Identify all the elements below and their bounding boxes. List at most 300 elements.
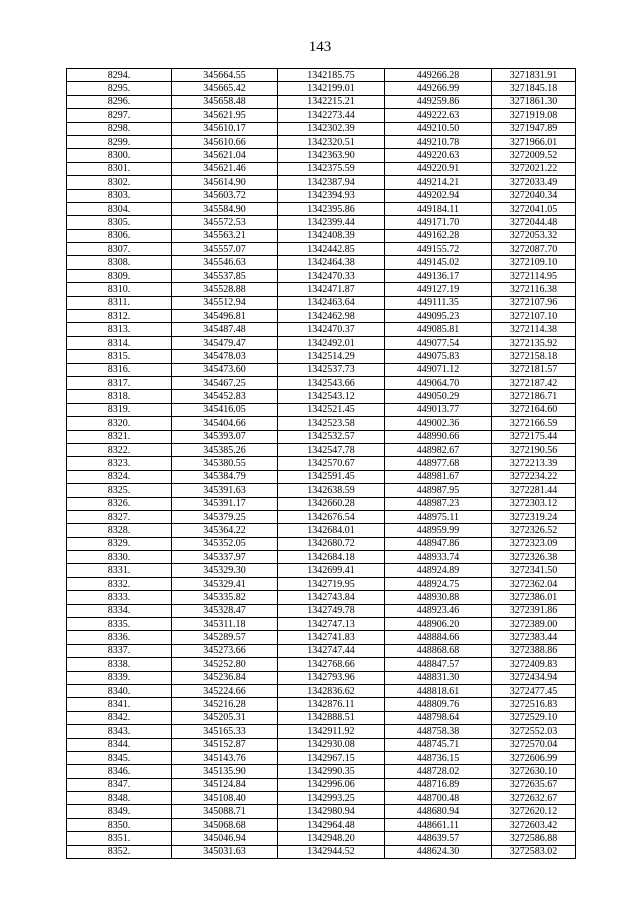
point-number-cell: 8345. [67, 751, 172, 764]
x1-cell: 345379.25 [172, 510, 278, 523]
point-number-cell: 8322. [67, 443, 172, 456]
x1-cell: 345584.90 [172, 202, 278, 215]
x2-cell: 448975.11 [385, 510, 492, 523]
point-number-cell: 8300. [67, 149, 172, 162]
y2-cell: 3272234.22 [492, 470, 576, 483]
table-row [67, 310, 576, 323]
y1-cell: 1342543.12 [278, 390, 385, 403]
y2-cell: 3272166.59 [492, 417, 576, 430]
point-number-cell: 8346. [67, 765, 172, 778]
y1-cell: 1342199.01 [278, 82, 385, 95]
y1-cell: 1342537.73 [278, 363, 385, 376]
x1-cell: 345380.55 [172, 457, 278, 470]
table-row [67, 202, 576, 215]
table-row [67, 618, 576, 631]
y2-cell: 3272213.39 [492, 457, 576, 470]
x1-cell: 345391.63 [172, 484, 278, 497]
table-row [67, 631, 576, 644]
table-row [67, 738, 576, 751]
table-row [67, 162, 576, 175]
x2-cell: 448930.88 [385, 591, 492, 604]
x1-cell: 345289.57 [172, 631, 278, 644]
y1-cell: 1342215.21 [278, 95, 385, 108]
x2-cell: 448947.86 [385, 537, 492, 550]
x1-cell: 345621.46 [172, 162, 278, 175]
y1-cell: 1342638.59 [278, 484, 385, 497]
table-row [67, 363, 576, 376]
y2-cell: 3272409.83 [492, 658, 576, 671]
x2-cell: 448798.64 [385, 711, 492, 724]
x2-cell: 448736.15 [385, 751, 492, 764]
y1-cell: 1342185.75 [278, 69, 385, 82]
y1-cell: 1342521.45 [278, 403, 385, 416]
point-number-cell: 8311. [67, 296, 172, 309]
point-number-cell: 8324. [67, 470, 172, 483]
y1-cell: 1342399.44 [278, 216, 385, 229]
y2-cell: 3272632.67 [492, 792, 576, 805]
x2-cell: 448923.46 [385, 604, 492, 617]
x1-cell: 345664.55 [172, 69, 278, 82]
table-row [67, 470, 576, 483]
y1-cell: 1342948.20 [278, 832, 385, 845]
table-row [67, 243, 576, 256]
point-number-cell: 8342. [67, 711, 172, 724]
y1-cell: 1342684.18 [278, 551, 385, 564]
y1-cell: 1342747.44 [278, 644, 385, 657]
point-number-cell: 8295. [67, 82, 172, 95]
x1-cell: 345563.21 [172, 229, 278, 242]
table-row [67, 845, 576, 858]
y1-cell: 1342741.83 [278, 631, 385, 644]
table-row [67, 82, 576, 95]
table-row [67, 376, 576, 389]
point-number-cell: 8335. [67, 618, 172, 631]
x1-cell: 345537.85 [172, 269, 278, 282]
x2-cell: 449266.28 [385, 69, 492, 82]
x2-cell: 448728.02 [385, 765, 492, 778]
table-row [67, 698, 576, 711]
point-number-cell: 8321. [67, 430, 172, 443]
table-row [67, 269, 576, 282]
y2-cell: 3271966.01 [492, 135, 576, 148]
point-number-cell: 8301. [67, 162, 172, 175]
x1-cell: 345108.40 [172, 792, 278, 805]
y2-cell: 3272033.49 [492, 176, 576, 189]
point-number-cell: 8337. [67, 644, 172, 657]
point-number-cell: 8334. [67, 604, 172, 617]
x1-cell: 345546.63 [172, 256, 278, 269]
x1-cell: 345614.90 [172, 176, 278, 189]
x2-cell: 448933.74 [385, 551, 492, 564]
x1-cell: 345621.04 [172, 149, 278, 162]
y1-cell: 1342990.35 [278, 765, 385, 778]
y1-cell: 1342523.58 [278, 417, 385, 430]
x1-cell: 345479.47 [172, 336, 278, 349]
y2-cell: 3272477.45 [492, 684, 576, 697]
point-number-cell: 8348. [67, 792, 172, 805]
point-number-cell: 8336. [67, 631, 172, 644]
y2-cell: 3272388.86 [492, 644, 576, 657]
table-row [67, 417, 576, 430]
table-row [67, 135, 576, 148]
x1-cell: 345385.26 [172, 443, 278, 456]
y2-cell: 3272552.03 [492, 725, 576, 738]
y2-cell: 3272630.10 [492, 765, 576, 778]
y1-cell: 1342395.86 [278, 202, 385, 215]
y2-cell: 3271947.89 [492, 122, 576, 135]
table-row [67, 176, 576, 189]
x2-cell: 449266.99 [385, 82, 492, 95]
y2-cell: 3272181.57 [492, 363, 576, 376]
point-number-cell: 8309. [67, 269, 172, 282]
point-number-cell: 8318. [67, 390, 172, 403]
point-number-cell: 8350. [67, 818, 172, 831]
y2-cell: 3272053.32 [492, 229, 576, 242]
y2-cell: 3272635.67 [492, 778, 576, 791]
point-number-cell: 8315. [67, 350, 172, 363]
y2-cell: 3272383.44 [492, 631, 576, 644]
y1-cell: 1342964.48 [278, 818, 385, 831]
y2-cell: 3272389.00 [492, 618, 576, 631]
x1-cell: 345329.41 [172, 577, 278, 590]
point-number-cell: 8310. [67, 283, 172, 296]
point-number-cell: 8317. [67, 376, 172, 389]
x1-cell: 345467.25 [172, 376, 278, 389]
y2-cell: 3271831.91 [492, 69, 576, 82]
y2-cell: 3272021.22 [492, 162, 576, 175]
y1-cell: 1342967.15 [278, 751, 385, 764]
table-row [67, 457, 576, 470]
y2-cell: 3272606.99 [492, 751, 576, 764]
table-row [67, 551, 576, 564]
x2-cell: 448818.61 [385, 684, 492, 697]
y1-cell: 1342464.38 [278, 256, 385, 269]
x2-cell: 448680.94 [385, 805, 492, 818]
x1-cell: 345335.82 [172, 591, 278, 604]
x1-cell: 345124.84 [172, 778, 278, 791]
x1-cell: 345603.72 [172, 189, 278, 202]
y2-cell: 3272114.95 [492, 269, 576, 282]
y2-cell: 3271919.08 [492, 109, 576, 122]
x2-cell: 449013.77 [385, 403, 492, 416]
x2-cell: 448987.95 [385, 484, 492, 497]
point-number-cell: 8319. [67, 403, 172, 416]
point-number-cell: 8331. [67, 564, 172, 577]
point-number-cell: 8329. [67, 537, 172, 550]
x1-cell: 345393.07 [172, 430, 278, 443]
table-row [67, 778, 576, 791]
table-row [67, 604, 576, 617]
x2-cell: 449085.81 [385, 323, 492, 336]
point-number-cell: 8298. [67, 122, 172, 135]
y2-cell: 3272323.09 [492, 537, 576, 550]
y1-cell: 1342273.44 [278, 109, 385, 122]
x1-cell: 345416.05 [172, 403, 278, 416]
y1-cell: 1342570.67 [278, 457, 385, 470]
x1-cell: 345473.60 [172, 363, 278, 376]
y2-cell: 3271845.18 [492, 82, 576, 95]
y1-cell: 1342680.72 [278, 537, 385, 550]
y1-cell: 1342660.28 [278, 497, 385, 510]
x1-cell: 345216.28 [172, 698, 278, 711]
point-number-cell: 8333. [67, 591, 172, 604]
point-number-cell: 8351. [67, 832, 172, 845]
table-row [67, 725, 576, 738]
y1-cell: 1342944.52 [278, 845, 385, 858]
x1-cell: 345621.95 [172, 109, 278, 122]
x2-cell: 448924.75 [385, 577, 492, 590]
y1-cell: 1342888.51 [278, 711, 385, 724]
x1-cell: 345273.66 [172, 644, 278, 657]
y1-cell: 1342408.39 [278, 229, 385, 242]
point-number-cell: 8347. [67, 778, 172, 791]
table-row [67, 283, 576, 296]
x1-cell: 345152.87 [172, 738, 278, 751]
y1-cell: 1342768.66 [278, 658, 385, 671]
x2-cell: 448884.66 [385, 631, 492, 644]
table-row [67, 403, 576, 416]
x1-cell: 345205.31 [172, 711, 278, 724]
x2-cell: 448990.66 [385, 430, 492, 443]
x2-cell: 449077.54 [385, 336, 492, 349]
coordinates-table [66, 68, 576, 859]
x2-cell: 448868.68 [385, 644, 492, 657]
x1-cell: 345496.81 [172, 310, 278, 323]
y1-cell: 1342996.06 [278, 778, 385, 791]
point-number-cell: 8306. [67, 229, 172, 242]
y1-cell: 1342876.11 [278, 698, 385, 711]
table-row [67, 818, 576, 831]
x1-cell: 345143.76 [172, 751, 278, 764]
x1-cell: 345404.66 [172, 417, 278, 430]
y2-cell: 3272044.48 [492, 216, 576, 229]
x2-cell: 448977.68 [385, 457, 492, 470]
point-number-cell: 8327. [67, 510, 172, 523]
x2-cell: 448982.67 [385, 443, 492, 456]
x1-cell: 345487.48 [172, 323, 278, 336]
point-number-cell: 8330. [67, 551, 172, 564]
y2-cell: 3272164.60 [492, 403, 576, 416]
x1-cell: 345329.30 [172, 564, 278, 577]
table-row [67, 122, 576, 135]
y1-cell: 1342462.98 [278, 310, 385, 323]
x1-cell: 345135.90 [172, 765, 278, 778]
y2-cell: 3272529.10 [492, 711, 576, 724]
y2-cell: 3272040.34 [492, 189, 576, 202]
x2-cell: 449202.94 [385, 189, 492, 202]
y1-cell: 1342911.92 [278, 725, 385, 738]
table-row [67, 296, 576, 309]
x1-cell: 345031.63 [172, 845, 278, 858]
table-row [67, 350, 576, 363]
y1-cell: 1342514.29 [278, 350, 385, 363]
x2-cell: 448906.20 [385, 618, 492, 631]
x2-cell: 449171.70 [385, 216, 492, 229]
x2-cell: 449050.29 [385, 390, 492, 403]
y2-cell: 3272570.04 [492, 738, 576, 751]
y2-cell: 3272190.56 [492, 443, 576, 456]
table-row [67, 805, 576, 818]
x1-cell: 345610.17 [172, 122, 278, 135]
y1-cell: 1342492.01 [278, 336, 385, 349]
x1-cell: 345224.66 [172, 684, 278, 697]
x2-cell: 448624.30 [385, 845, 492, 858]
x2-cell: 449127.19 [385, 283, 492, 296]
point-number-cell: 8328. [67, 524, 172, 537]
y2-cell: 3272186.71 [492, 390, 576, 403]
x2-cell: 448924.89 [385, 564, 492, 577]
x1-cell: 345311.18 [172, 618, 278, 631]
x2-cell: 448716.89 [385, 778, 492, 791]
y2-cell: 3272175.44 [492, 430, 576, 443]
table-row [67, 765, 576, 778]
y2-cell: 3272009.52 [492, 149, 576, 162]
x2-cell: 449111.35 [385, 296, 492, 309]
point-number-cell: 8302. [67, 176, 172, 189]
x1-cell: 345068.68 [172, 818, 278, 831]
y1-cell: 1342363.90 [278, 149, 385, 162]
table-row [67, 256, 576, 269]
x1-cell: 345391.17 [172, 497, 278, 510]
table-row [67, 443, 576, 456]
x2-cell: 448847.57 [385, 658, 492, 671]
x2-cell: 449259.86 [385, 95, 492, 108]
y1-cell: 1342532.57 [278, 430, 385, 443]
point-number-cell: 8299. [67, 135, 172, 148]
y1-cell: 1342749.78 [278, 604, 385, 617]
x2-cell: 449155.72 [385, 243, 492, 256]
point-number-cell: 8320. [67, 417, 172, 430]
y2-cell: 3272620.12 [492, 805, 576, 818]
y2-cell: 3272326.52 [492, 524, 576, 537]
point-number-cell: 8352. [67, 845, 172, 858]
point-number-cell: 8314. [67, 336, 172, 349]
x1-cell: 345236.84 [172, 671, 278, 684]
y2-cell: 3272341.50 [492, 564, 576, 577]
point-number-cell: 8344. [67, 738, 172, 751]
y2-cell: 3272326.38 [492, 551, 576, 564]
table-row [67, 577, 576, 590]
y2-cell: 3272516.83 [492, 698, 576, 711]
x2-cell: 448758.38 [385, 725, 492, 738]
x2-cell: 449145.02 [385, 256, 492, 269]
y2-cell: 3272135.92 [492, 336, 576, 349]
y2-cell: 3272116.38 [492, 283, 576, 296]
y1-cell: 1342543.66 [278, 376, 385, 389]
x1-cell: 345528.88 [172, 283, 278, 296]
table-row [67, 524, 576, 537]
x1-cell: 345478.03 [172, 350, 278, 363]
x1-cell: 345658.48 [172, 95, 278, 108]
coordinates-table-body [67, 69, 576, 859]
table-row [67, 711, 576, 724]
y1-cell: 1342375.59 [278, 162, 385, 175]
y1-cell: 1342471.87 [278, 283, 385, 296]
point-number-cell: 8349. [67, 805, 172, 818]
point-number-cell: 8313. [67, 323, 172, 336]
y1-cell: 1342930.08 [278, 738, 385, 751]
table-row [67, 390, 576, 403]
y1-cell: 1342719.95 [278, 577, 385, 590]
point-number-cell: 8307. [67, 243, 172, 256]
point-number-cell: 8325. [67, 484, 172, 497]
x2-cell: 449214.21 [385, 176, 492, 189]
point-number-cell: 8316. [67, 363, 172, 376]
table-row [67, 109, 576, 122]
x1-cell: 345557.07 [172, 243, 278, 256]
table-row [67, 510, 576, 523]
table-row [67, 216, 576, 229]
point-number-cell: 8332. [67, 577, 172, 590]
y2-cell: 3272583.02 [492, 845, 576, 858]
y2-cell: 3271861.30 [492, 95, 576, 108]
x2-cell: 448661.11 [385, 818, 492, 831]
x1-cell: 345165.33 [172, 725, 278, 738]
y1-cell: 1342747.13 [278, 618, 385, 631]
y1-cell: 1342836.62 [278, 684, 385, 697]
y1-cell: 1342743.84 [278, 591, 385, 604]
x1-cell: 345452.83 [172, 390, 278, 403]
y2-cell: 3272107.10 [492, 310, 576, 323]
table-row [67, 430, 576, 443]
x1-cell: 345337.97 [172, 551, 278, 564]
y2-cell: 3272187.42 [492, 376, 576, 389]
y1-cell: 1342676.54 [278, 510, 385, 523]
x2-cell: 449071.12 [385, 363, 492, 376]
point-number-cell: 8308. [67, 256, 172, 269]
x2-cell: 449220.91 [385, 162, 492, 175]
table-row [67, 792, 576, 805]
y2-cell: 3272434.94 [492, 671, 576, 684]
x1-cell: 345046.94 [172, 832, 278, 845]
y2-cell: 3272362.04 [492, 577, 576, 590]
x1-cell: 345610.66 [172, 135, 278, 148]
table-row [67, 832, 576, 845]
point-number-cell: 8294. [67, 69, 172, 82]
y1-cell: 1342442.85 [278, 243, 385, 256]
x1-cell: 345572.53 [172, 216, 278, 229]
x1-cell: 345512.94 [172, 296, 278, 309]
y2-cell: 3272586.88 [492, 832, 576, 845]
y1-cell: 1342302.39 [278, 122, 385, 135]
x1-cell: 345665.42 [172, 82, 278, 95]
y1-cell: 1342463.64 [278, 296, 385, 309]
y2-cell: 3272303.12 [492, 497, 576, 510]
x2-cell: 448809.76 [385, 698, 492, 711]
y2-cell: 3272386.01 [492, 591, 576, 604]
table-row [67, 644, 576, 657]
table-row [67, 336, 576, 349]
table-row [67, 497, 576, 510]
point-number-cell: 8341. [67, 698, 172, 711]
x1-cell: 345352.05 [172, 537, 278, 550]
table-row [67, 484, 576, 497]
y2-cell: 3272391.86 [492, 604, 576, 617]
x1-cell: 345364.22 [172, 524, 278, 537]
y2-cell: 3272087.70 [492, 243, 576, 256]
x2-cell: 449222.63 [385, 109, 492, 122]
x2-cell: 449136.17 [385, 269, 492, 282]
x1-cell: 345384.79 [172, 470, 278, 483]
page-number: 143 [308, 39, 332, 55]
y1-cell: 1342547.78 [278, 443, 385, 456]
table-row [67, 95, 576, 108]
table-row [67, 537, 576, 550]
x2-cell: 449220.63 [385, 149, 492, 162]
table-row [67, 751, 576, 764]
table-row [67, 671, 576, 684]
y1-cell: 1342993.25 [278, 792, 385, 805]
